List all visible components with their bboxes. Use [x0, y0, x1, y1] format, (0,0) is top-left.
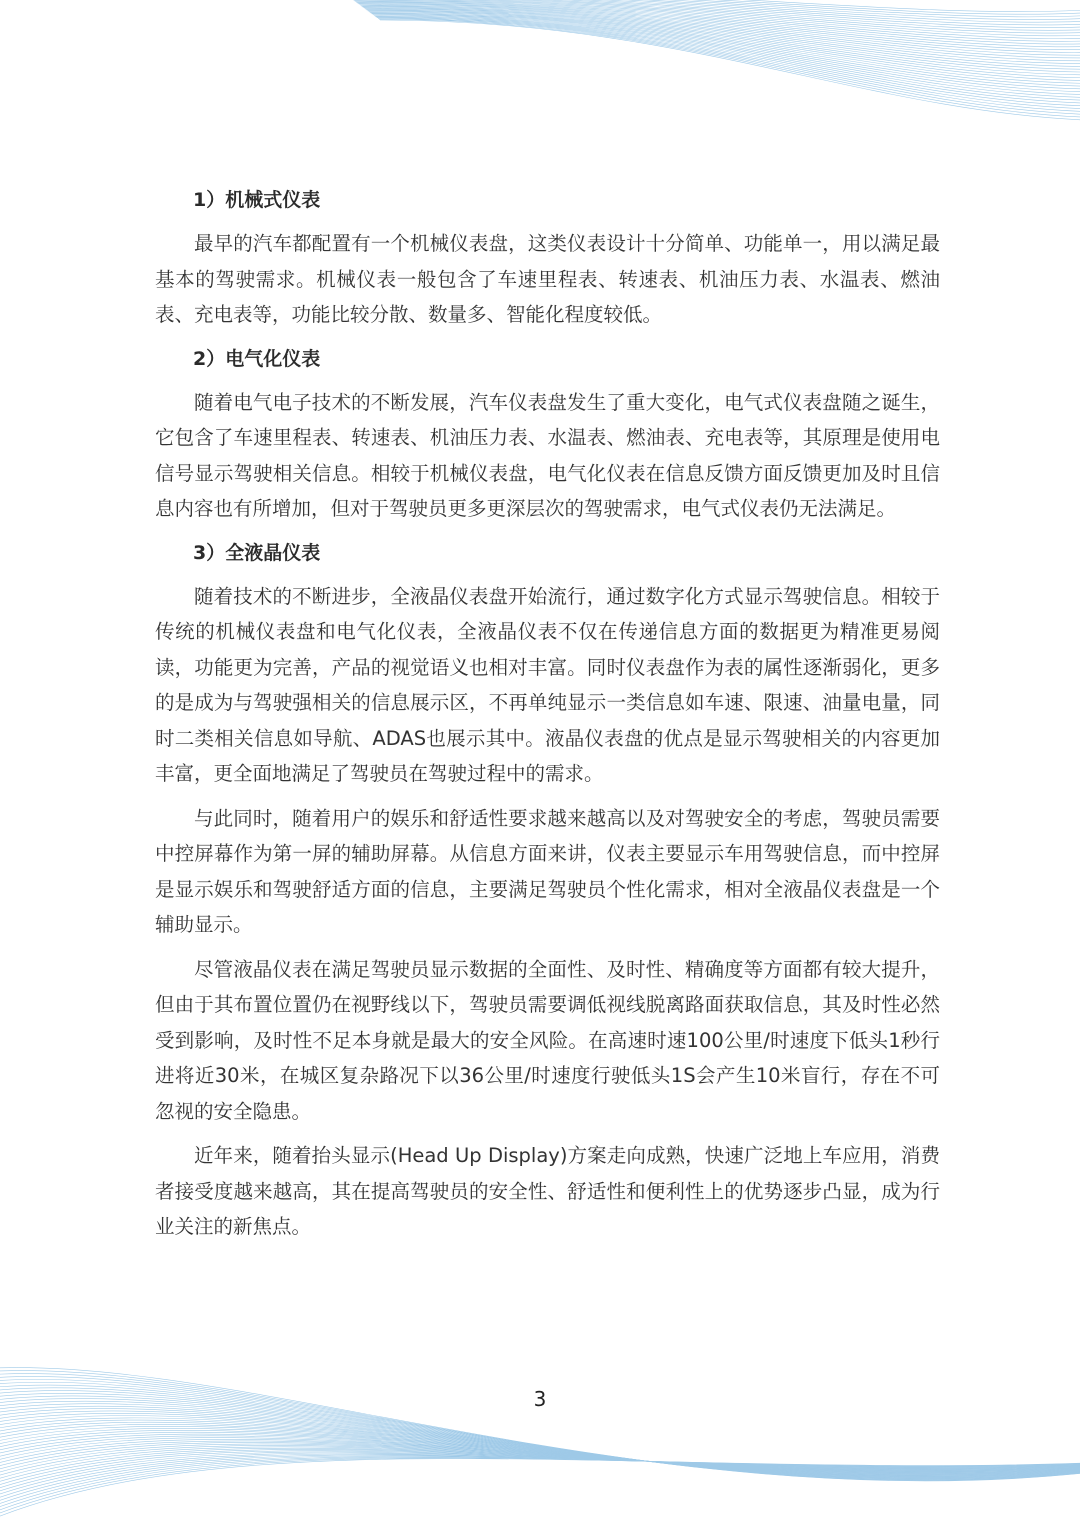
- top-wave-decoration: [0, 0, 1080, 140]
- wave-line: [0, 1439, 1080, 1471]
- wave-line: [380, 20, 1080, 120]
- wave-line: [0, 1444, 1080, 1473]
- wave-line: [0, 1445, 1080, 1476]
- paragraph-mechanical: 最早的汽车都配置有一个机械仪表盘，这类仪表设计十分简单、功能单一，用以满足最基本的驾驶需求。机械仪表一般包含了车速里程表、转速表、机油压力表、水温表、燃油表、充电表等，功能比较分散、数量多、智能化程度较低。: [155, 232, 940, 326]
- wave-line: [358, 4, 1080, 61]
- wave-line: [0, 1451, 1080, 1490]
- wave-line: [0, 1416, 1080, 1476]
- wave-line: [0, 1454, 1080, 1499]
- wave-line: [349, 0, 1080, 36]
- wave-line: [0, 1449, 1080, 1486]
- wave-line: [353, 0, 1080, 47]
- document-body: [155, 182, 940, 1245]
- wave-line: [365, 8, 1080, 77]
- wave-line: [0, 1457, 1080, 1511]
- wave-line: [355, 1, 1080, 52]
- paragraph-lcd-2: 与此同时，随着用户的娱乐和舒适性要求越来越高以及对驾驶安全的考虑，驾驶员需要中控屏幕作为第一屏的辅助屏幕。从信息方面来讲，仪表主要显示车用驾驶信息，而中控屏是显示娱乐和驾驶舒适方面的信息，主要满足驾驶员个性化需求，相对全液晶仪表盘是一个辅助显示。: [155, 806, 940, 936]
- wave-line: [0, 1436, 1080, 1472]
- wave-line: [0, 1452, 1080, 1493]
- wave-line: [350, 0, 1080, 39]
- wave-line: [0, 1422, 1080, 1474]
- wave-line: [342, 0, 1080, 17]
- wave-line: [370, 12, 1080, 92]
- wave-line: [0, 1368, 1080, 1481]
- wave-line: [357, 3, 1080, 58]
- wave-line: [364, 8, 1080, 75]
- wave-line: [367, 10, 1080, 83]
- wave-line: [374, 15, 1080, 103]
- wave-line: [343, 0, 1080, 20]
- wave-line: [0, 1401, 1080, 1477]
- bottom-wave-decoration: [0, 1348, 1080, 1528]
- wave-line: [0, 1404, 1080, 1477]
- wave-line: [359, 4, 1080, 63]
- section-heading-electrical: 2）电气化仪表: [193, 347, 321, 370]
- paragraph-lcd-3: 尽管液晶仪表在满足驾驶员显示数据的全面性、及时性、精确度等方面都有较大提升，但由于其布置位置仍在视野线以下，驾驶员需要调低视线脱离路面获取信息，其及时性必然受到影响，及时性不足本身就是最大的安全风险。在高速时速100公里/时速度下低头1秒行进将近30米，在城区复杂路况下以36公里/时速度行驶低头1S会产生10米盲行，存在不可忽视的安全隐患。: [155, 957, 940, 1123]
- wave-line: [0, 1459, 1080, 1518]
- paragraph-electrical: 随着电气电子技术的不断发展，汽车仪表盘发生了重大变化，电气式仪表盘随之诞生，它包含了车速里程表、转速表、机油压力表、水温表、燃油表、充电表等，其原理是使用电信号显示驾驶相关信息。相较于机械仪表盘，电气化仪表在信息反馈方面反馈更加及时且信息内容也有所增加，但对于驾驶员更多更深层次的驾驶需求，电气式仪表仍无法满足。: [155, 390, 940, 520]
- wave-line: [0, 1453, 1080, 1496]
- wave-line: [347, 0, 1080, 30]
- wave-line: [340, 0, 1080, 12]
- wave-line: [0, 1413, 1080, 1475]
- wave-line: [363, 7, 1080, 72]
- wave-line: [369, 11, 1080, 89]
- wave-line: [378, 18, 1080, 114]
- wave-line: [362, 6, 1080, 69]
- section-heading-mechanical: 1）机械式仪表: [193, 189, 321, 211]
- wave-line: [373, 15, 1080, 101]
- wave-line: [377, 18, 1080, 112]
- wave-line: [354, 0, 1080, 49]
- wave-line: [0, 1432, 1080, 1472]
- wave-line: [372, 14, 1080, 98]
- wave-line: [0, 1438, 1080, 1472]
- wave-line: [344, 0, 1080, 22]
- wave-line: [375, 16, 1080, 106]
- wave-line: [0, 1455, 1080, 1502]
- wave-line: [0, 1434, 1080, 1472]
- wave-line: [351, 0, 1080, 41]
- wave-line: [0, 1458, 1080, 1515]
- wave-line: [0, 1408, 1080, 1476]
- wave-line: [0, 1448, 1080, 1483]
- wave-line: [348, 0, 1080, 33]
- wave-line: [368, 11, 1080, 86]
- wave-line: [0, 1411, 1080, 1476]
- page-number: 3: [533, 1387, 547, 1411]
- wave-line: [346, 0, 1080, 28]
- wave-line: [0, 1424, 1080, 1473]
- wave-line: [371, 13, 1080, 95]
- wave-line: [0, 1442, 1080, 1470]
- paragraph-lcd-4: 近年来，随着抬头显示(Head Up Display)方案走向成熟，快速广泛地上车应用，消费者接受度越来越高，其在提高驾驶员的安全性、舒适性和便利性上的优势逐步凸显，成为行业关注的新焦点。: [155, 1144, 940, 1238]
- wave-line: [0, 1447, 1080, 1480]
- wave-line: [0, 1430, 1080, 1472]
- wave-line: [376, 17, 1080, 109]
- section-heading-lcd: 3）全液晶仪表: [193, 541, 321, 564]
- wave-line: [345, 0, 1080, 25]
- wave-line: [356, 2, 1080, 55]
- wave-line: [0, 1457, 1080, 1509]
- wave-line: [379, 19, 1080, 117]
- wave-line: [0, 1426, 1080, 1473]
- wave-line: [0, 1420, 1080, 1474]
- wave-line: [361, 5, 1080, 66]
- wave-line: [0, 1441, 1080, 1471]
- wave-line: [341, 0, 1080, 14]
- wave-line: [0, 1418, 1080, 1475]
- wave-line: [352, 0, 1080, 44]
- paragraph-lcd-1: 随着技术的不断进步，全液晶仪表盘开始流行，通过数字化方式显示驾驶信息。相较于传统的机械仪表盘和电气化仪表，全液晶仪表不仅在传递信息方面的数据更为精准更易阅读，功能更为完善，产品的视觉语义也相对丰富。同时仪表盘作为表的属性逐渐弱化，更多的是成为与驾驶强相关的信息展示区，不再单纯显示一类信息如车速、限速、油量电量，同时二类相关信息如导航、ADAS也展示其中。液晶仪表盘的优点是显示驾驶相关的内容更加丰富，更全面地满足了驾驶员在驾驶过程中的需求。: [155, 584, 940, 785]
- wave-line: [0, 1456, 1080, 1506]
- wave-line: [366, 9, 1080, 80]
- wave-line: [0, 1428, 1080, 1473]
- wave-line: [0, 1406, 1080, 1476]
